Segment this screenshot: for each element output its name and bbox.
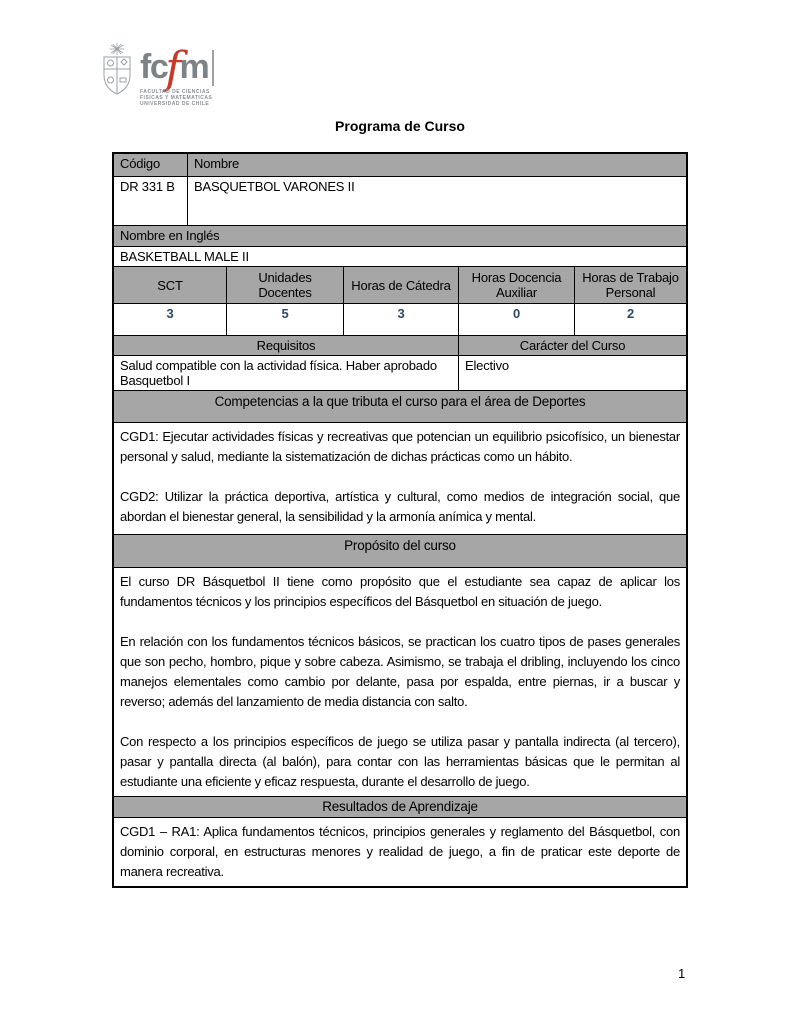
table-row bbox=[114, 226, 686, 247]
horas-catedra-header: Horas de Cátedra bbox=[344, 267, 459, 303]
table-row bbox=[114, 154, 686, 177]
horas-trabajo-personal-header: Horas de Trabajo Personal bbox=[575, 267, 686, 303]
english-name-header: Nombre en Inglés bbox=[114, 226, 686, 246]
table-row bbox=[114, 247, 686, 267]
table-row bbox=[114, 336, 686, 356]
logo-caption-line1: FACULTAD DE CIENCIAS bbox=[140, 89, 210, 95]
unidades-docentes-header: Unidades Docentes bbox=[227, 267, 344, 303]
caracter-header: Carácter del Curso bbox=[459, 336, 686, 355]
page-number: 1 bbox=[678, 966, 686, 981]
nombre-header: Nombre bbox=[188, 154, 686, 176]
table-row bbox=[114, 568, 686, 797]
table-row bbox=[114, 267, 686, 304]
proposito-text bbox=[114, 568, 686, 796]
course-program-table bbox=[112, 152, 688, 888]
logo-divider-bar bbox=[212, 50, 214, 86]
competencias-section-header: Competencias a la que tributa el curso para el área de Deportes bbox=[114, 391, 686, 422]
proposito-paragraph-3: Con respecto a los principios específicos de juego se utiliza pasar y pantalla indirecta (al tercero), pasar y pantalla directa (al balón), para contar con las herramientas básicas que le permitan al estudiante una eficiente y eficaz respuesta, durante el desarrollo de juego. bbox=[120, 734, 680, 789]
competencias-paragraph-cgd2: CGD2: Utilizar la práctica deportiva, artística y cultural, como medios de integración social, que abordan el bienestar general, la sensibilidad y la armonía anímica y mental. bbox=[120, 489, 680, 524]
table-row bbox=[114, 423, 686, 535]
resultados-paragraph-ra1: CGD1 – RA1: Aplica fundamentos técnicos, principios generales y reglamento del Básquetbol, con dominio corporal, en estructuras menores y realidad de juego, a fin de praticar este deporte de manera recreativa. bbox=[120, 824, 680, 879]
fcfm-letter-m: m bbox=[179, 48, 209, 86]
requisitos-header: Requisitos bbox=[114, 336, 459, 355]
horas-docencia-auxiliar-header: Horas Docencia Auxiliar bbox=[459, 267, 575, 303]
fcfm-letter-f-red: f bbox=[165, 43, 182, 94]
horas-docencia-auxiliar-value: 0 bbox=[459, 304, 575, 335]
table-row bbox=[114, 391, 686, 423]
table-row bbox=[114, 356, 686, 391]
caracter-value: Electivo bbox=[465, 358, 509, 373]
proposito-section-header: Propósito del curso bbox=[114, 535, 686, 567]
proposito-paragraph-2: En relación con los fundamentos técnicos básicos, se practican los cuatro tipos de pases generales que son pecho, hombro, pique y sobre cabeza. Asimismo, se trabaja el dribling, incluyendo los cinco manejos elementales como cambio por delante, pasa por espalda, entre piernas, ir a buscar y reverso; además del lanzamiento de media distancia con salto. bbox=[120, 634, 680, 709]
page-title: Programa de Curso bbox=[335, 118, 465, 134]
requisitos-value: Salud compatible con la actividad física. Haber aprobado Basquetbol I bbox=[114, 356, 459, 390]
sct-header: SCT bbox=[114, 267, 227, 303]
logo-caption-line3: UNIVERSIDAD DE CHILE bbox=[140, 101, 210, 107]
fcfm-logo bbox=[99, 42, 214, 107]
logo-caption bbox=[140, 89, 214, 107]
unidades-docentes-value: 5 bbox=[227, 304, 344, 335]
table-row bbox=[114, 177, 686, 226]
fcfm-letters-fc: fc bbox=[140, 48, 168, 86]
table-row bbox=[114, 818, 686, 886]
table-row bbox=[114, 797, 686, 818]
horas-trabajo-personal-value: 2 bbox=[626, 306, 635, 321]
proposito-paragraph-1: El curso DR Básquetbol II tiene como propósito que el estudiante sea capaz de aplicar los fundamentos técnicos y los principios específicos del Básquetbol en situación de juego. bbox=[120, 574, 680, 609]
nombre-value: BASQUETBOL VARONES II bbox=[194, 179, 355, 194]
table-row bbox=[114, 304, 686, 336]
competencias-text bbox=[114, 423, 686, 534]
codigo-header: Código bbox=[114, 154, 188, 176]
english-name-value: BASKETBALL MALE II bbox=[120, 249, 249, 264]
competencias-paragraph-cgd1: CGD1: Ejecutar actividades físicas y recreativas que potencian un equilibrio psicofísico, un bienestar personal y salud, mediante la sistematización de dichas prácticas como un hábito. bbox=[120, 429, 680, 464]
codigo-value: DR 331 B bbox=[114, 177, 188, 225]
resultados-section-header: Resultados de Aprendizaje bbox=[114, 797, 686, 817]
resultados-text bbox=[114, 818, 686, 886]
logo-caption-line2: FISICAS Y MATEMATICAS bbox=[140, 95, 213, 101]
sct-value: 3 bbox=[114, 304, 227, 335]
university-shield-icon bbox=[99, 42, 135, 105]
horas-catedra-value: 3 bbox=[344, 304, 459, 335]
table-row bbox=[114, 535, 686, 568]
